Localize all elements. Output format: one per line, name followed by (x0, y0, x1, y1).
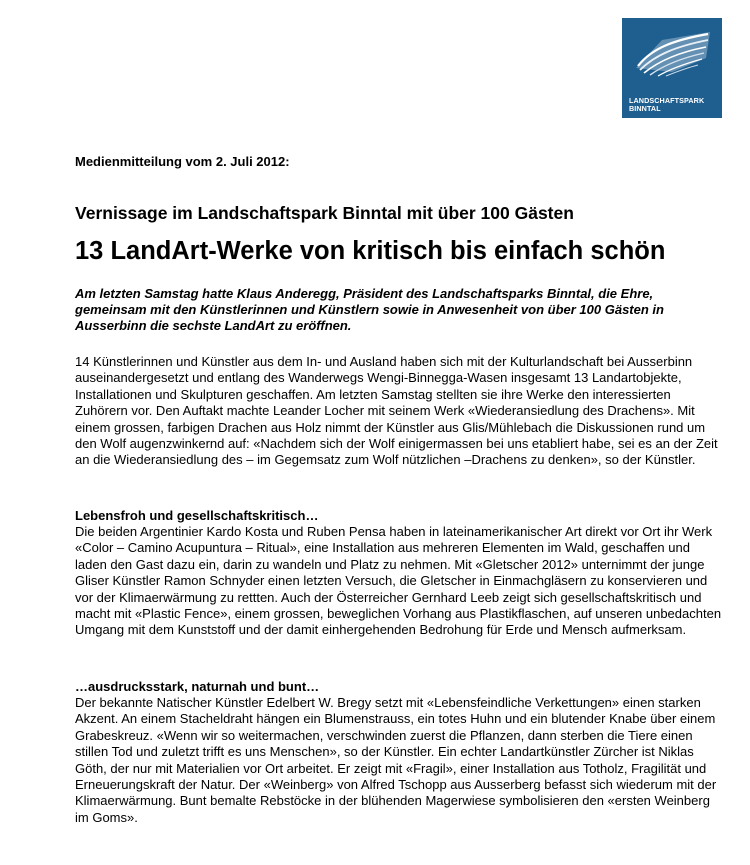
body-paragraph-3: Der bekannte Natischer Künstler Edelbert W. Bregy setzt mit «Lebensfeindliche Verkettungen» einen starken Akzent. An einem Stacheldraht hängen ein Blumenstrauss, ein totes Huhn und ein blutender Knabe über einem Grabeskreuz. «Wenn wir so weitermachen, verschwinden zuerst die Pflanzen, dann sterben die Tiere einen stillen Tod und zuletzt trifft es uns Menschen», so der Künstler. Ein echter Landartkünstler Zürcher ist Niklas Göth, der nur mit Materialien vor Ort arbeitet. Er zeigt mit «Fragil», einer Installation aus Totholz, Fragilität und Erneuerungskraft der Natur. Der «Weinberg» von Alfred Tschopp aus Ausserberg befasst sich wiederum mit der Klimaerwärmung. Bunt bemalte Rebstöcke in der blühenden Magerwiese symbolisieren den «ersten Weinberg im Goms». (75, 695, 717, 825)
lead-paragraph: Am letzten Samstag hatte Klaus Anderegg, Präsident des Landschaftsparks Binntal, die Ehre, gemeinsam mit den Künstlerinnen und Künstlern sowie in Anwesenheit von über 100 Gästen in Ausserbinn die sechste LandArt zu eröffnen. (75, 286, 664, 334)
logo-line-2: BINNTAL (629, 104, 661, 113)
logo-line-1: LANDSCHAFTSPARK (629, 96, 705, 105)
body-paragraph-1: 14 Künstlerinnen und Künstler aus dem In- und Ausland haben sich mit der Kulturlandschaft bei Ausserbinn auseinandergesetzt und entlang des Wanderwegs Wengi-Binnegga-Wasen insgesamt 13 Landartobjekte, Installationen und Skulpturen geschaffen. Am letzten Samstag stellten sie ihre Werke den interessierten Zuhörern vor. Den Auftakt machte Leander Locher mit seinem Werk «Wiederansiedlung des Drachens». Mit einem grossen, farbigen Drachen aus Holz nimmt der Künstler aus Glis/Mühlebach die Diskussionen rund um den Wolf augenzwinkernd auf: «Nachdem sich der Wolf einigermassen bei uns etabliert habe, sei es an der Zeit an die Wiederansiedlung des – im Gegemsatz zum Wolf nützlichen –Drachens zu denken», so der Künstler. (75, 354, 718, 468)
landschaftspark-binntal-logo (622, 18, 722, 118)
release-date: Medienmitteilung vom 2. Juli 2012: (75, 154, 290, 169)
section-heading-1: Lebensfroh und gesellschaftskritisch… (75, 508, 319, 523)
section-heading-2: …ausdrucksstark, naturnah und bunt… (75, 679, 320, 694)
body-paragraph-2: Die beiden Argentinier Kardo Kosta und Ruben Pensa haben in lateinamerikanischer Art direkt vor Ort ihr Werk «Color – Camino Acupuntura – Ritual», eine Installation aus mehreren Elementen im Wald, geschaffen und laden den Gast dazu ein, darin zu wandeln und Platz zu nehmen. Mit «Gletscher 2012» unternimmt der junge Gliser Künstler Ramon Schnyder einen letzten Versuch, die Gletscher in Einmachgläsern zu konservieren und vor der Klimaerwärmung zu rettten. Auch der Österreicher Gernhard Leeb zeigt sich gesellschaftskritisch und macht mit «Plastic Fence», einem grossen, beweglichen Vorhang aus Plastikflaschen, auf unseren unbedachten Umgang mit dem Kunststoff und der damit einhergehenden Bedrohung für Erde und Mensch aufmerksam. (75, 524, 722, 638)
page-title: 13 LandArt-Werke von kritisch bis einfach schön (75, 237, 666, 265)
headline: Vernissage im Landschaftspark Binntal mit über 100 Gästen (75, 203, 574, 223)
